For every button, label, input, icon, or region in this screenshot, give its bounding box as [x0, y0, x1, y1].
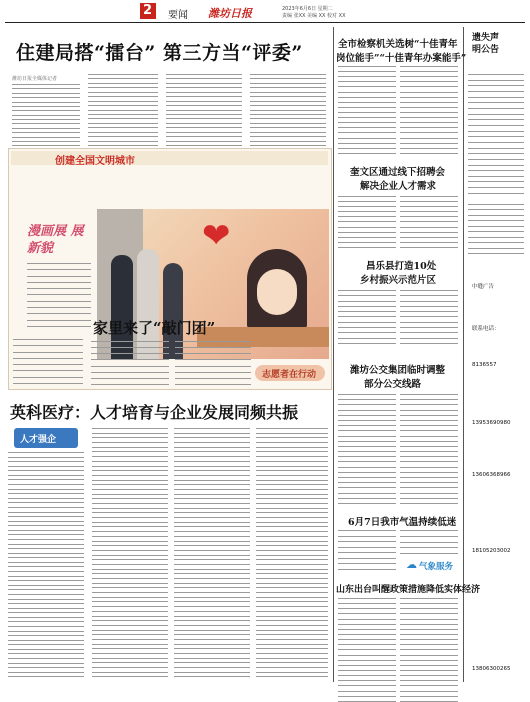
civic-section	[8, 148, 332, 390]
story4-body-a	[338, 394, 396, 504]
story6-body-b	[400, 598, 458, 702]
story1-title-l2: 岗位能手”“十佳青年办案能手”	[336, 53, 467, 64]
lead-headline: 住建局搭“擂台” 第三方当“评委”	[16, 42, 303, 64]
feature-headline: 英科医疗：人才培育与企业发展同频共振	[10, 403, 299, 422]
date-line: 2023年6月6日 星期二	[282, 6, 333, 12]
story2-body-b	[400, 196, 458, 248]
phone-number: 8136557	[472, 362, 497, 368]
story3-title-l2: 乡村振兴示范片区	[360, 275, 437, 286]
feature-col-3	[174, 428, 250, 678]
lead-story	[8, 26, 328, 146]
section-name: 要闻	[168, 10, 188, 21]
weather-logo	[406, 558, 458, 572]
phone-number: 13806300265	[472, 666, 511, 672]
story6-title: 山东出台叫醒政策措施降低实体经济	[336, 585, 481, 595]
page-number: 2	[143, 3, 153, 18]
story5-title: 6月7日我市气温持续低迷	[348, 517, 457, 528]
masthead	[0, 0, 530, 24]
civic-col-3	[175, 341, 251, 385]
volunteer-tag-text: 志愿者在行动	[262, 370, 317, 380]
sidebar-title: 遗失声明公告	[472, 33, 500, 55]
sidebar-notices	[468, 74, 524, 194]
story4-title-l1: 潍坊公交集团临时调整	[350, 365, 446, 376]
right-column	[336, 26, 481, 684]
mural-figure-face	[257, 269, 297, 315]
paper-logo: 潍坊日报	[208, 7, 252, 20]
volunteer-tag	[255, 365, 325, 381]
story1-title-l1: 全市检察机关选树“十佳青年	[338, 39, 458, 50]
story4-body-b	[400, 394, 458, 504]
civic-banner-text: 创建全国文明城市	[55, 156, 135, 167]
phone-number: 13953690980	[472, 420, 511, 426]
civic-banner	[11, 151, 328, 165]
editor-line: 责编 张XX 美编 XX 校对 XX	[282, 13, 346, 19]
story3-body-a	[338, 290, 396, 344]
weather-logo-text: 气象服务	[419, 562, 454, 572]
feature-col-4	[256, 428, 328, 678]
civic-col-2	[91, 341, 169, 385]
ad-label: 中缝广告	[472, 284, 495, 290]
story1-body-a	[338, 66, 396, 154]
feature-col-2	[92, 428, 168, 678]
story4-title-l2: 部分公交线路	[364, 379, 422, 390]
story3-body-b	[400, 290, 458, 344]
story1-body-b	[400, 66, 458, 154]
civic-caption: 家里来了“敲门团”	[93, 319, 216, 337]
civic-col-1	[13, 339, 83, 384]
story2-title-l2: 解决企业人才需求	[360, 181, 437, 192]
feature-col-1	[8, 452, 84, 678]
story5-body-a	[338, 530, 396, 570]
phone-number: 13606368966	[472, 472, 511, 478]
story2-body-a	[338, 196, 396, 248]
story2-title-l1: 奎文区通过线下招聘会	[350, 167, 446, 178]
mural-title: 漫画展 展新貌	[27, 224, 84, 256]
story3-title-l1: 昌乐县打造10处	[366, 261, 437, 272]
civic-intro	[27, 263, 91, 327]
phone-number: 18105203002	[472, 548, 511, 554]
heart-icon: ❤	[202, 216, 231, 256]
sidebar	[466, 26, 526, 684]
sidebar-notices-2	[468, 204, 524, 254]
story6-body-a	[338, 598, 396, 702]
lead-byline: 潍坊日报全媒体记者	[12, 76, 58, 82]
talent-logo	[14, 428, 78, 448]
phone-label: 联系电话：	[472, 326, 500, 332]
story5-body-b	[400, 530, 458, 554]
talent-logo-text: 人才强企	[20, 435, 57, 445]
cloud-icon: ☁	[406, 558, 417, 571]
